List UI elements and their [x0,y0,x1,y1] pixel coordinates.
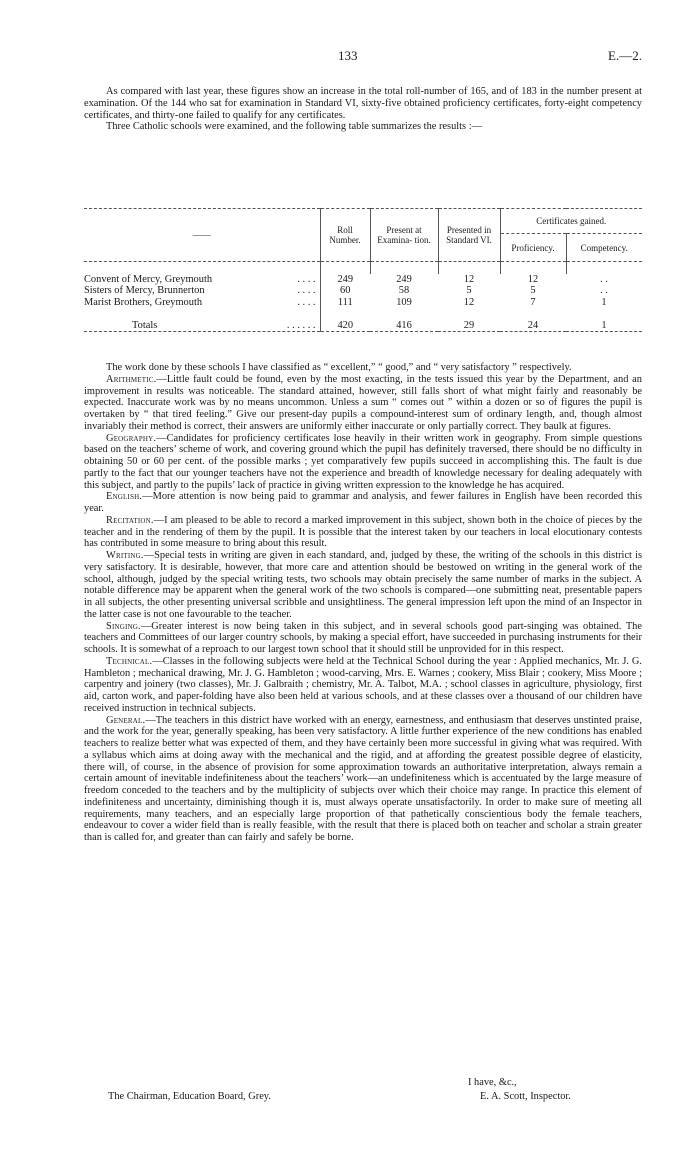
table-row [84,297,642,309]
page-number: 133 [338,48,358,63]
page-header [84,48,642,68]
column-header-roll: Roll Number. [320,209,370,262]
results-table [84,208,642,336]
intro-paragraph: As compared with last year, these figures show an increase in the total roll-number of 165, and of 183 in the number present at examination. Of the 144 who sat for examination in Standard VI, sixty-five obtained proficiency certificates, forty-eight competency certificates, and thirty-one failed to qualify for any certificates. [84,86,642,121]
totals-label: Totals [132,319,158,331]
english-paragraph [84,491,642,515]
general-text: —The teachers in this district have worked with an energy, earnestness, and enthusiasm that deserves unstinted praise, and the work for the year, generally speaking, has been very satisfactory. A little further experience of the new conditions has enabled teachers to realize better what was expected of them, and they have certainly been more successful in giving what was required. With a syllabus which aims at doing away with the mechanical and the rigid, and at affording the greatest possible degree of elasticity, there will, of course, in the absence of provision for some approximation towards an authoritative interpretation, always remain a certain amount of inevitable indefiniteness about the teachers’ work—an undefiniteness which is accentuated by the large measure of freedom conceded to the teachers and by the multiplicity of subjects over which their choice may range. In practice this element of indefiniteness and uncertainty, diminishing though it is, must always operate unsatisfactorily. In order to make sure of meeting all requirements, many teachers, and an especially large proportion of that pathetically conscientious body the female teachers, endeavour to cover a wider field than is really feasible, with the result that there is placed both on teacher and scholar a strain greater than is called for, and greater than can fairly and safely be borne. [84,714,642,843]
proficiency-cell: 5 [530,285,536,296]
column-header-standard-vi: Presented in Standard VI. [438,209,500,262]
column-header-proficiency: Proficiency. [500,234,566,262]
school-name-cell [84,285,320,297]
leader-dots: . . . . . . [286,319,316,331]
total-proficiency-cell: 24 [527,319,539,331]
competency-cell: . . [600,273,608,285]
geography-heading: Geography. [106,432,157,444]
competency-cell: 1 [601,296,607,308]
proficiency-cell: 7 [530,296,536,308]
totals-label-cell [84,320,320,332]
standard-vi-cell: 5 [466,285,472,296]
column-header-present: Present at Examina- tion. [370,209,438,262]
writing-paragraph [84,550,642,621]
intro-section [84,86,642,133]
roll-cell: 249 [320,274,370,286]
writing-text: —Special tests in writing are given in each standard, and, judged by these, the writing of the schools in this district is very satisfactory. It is desirable, however, that more care and attention should be bestowed on writing in the general work of the school, although, judged by the special writing tests, two schools may obtain precisely the same number of marks in the subject. A notable difference may be apparent when the general work of the two schools is compared—one submitting neat, presentable papers in all subjects, the other presenting universal scribble and unsightliness. The general impression left upon the mind of an Inspector in the latter case is not one favourable to the teacher. [84,550,642,620]
singing-text: —Greater interest is now being taken in this subject, and in several schools good part-singing was obtained. The teachers and Committees of our larger country schools, by making a special effort, have succeeded in purchasing instruments for their schools. It is somewhat of a reproach to our largest town school that it should still be unprovided for in this respect. [84,620,642,655]
classification-paragraph: The work done by these schools I have classified as “ excellent,” “ good,” and “ very satisfactory ” respectively. [106,362,572,373]
salutation: I have, &c., [468,1077,517,1088]
total-standard-vi-cell: 29 [463,319,475,331]
proficiency-cell: 12 [527,273,539,285]
leader-dots: . . . . [297,273,316,285]
report-body [84,362,642,844]
arithmetic-text: —Little fault could be found, even by the most exacting, in the tests issued this year by the Department, and an improvement in results was noticeable. The standard attained, however, still falls short of what might fairly and reasonably be expected. Inaccurate work was by no means uncommon. Unless a sum “ comes out ” within a dozen or so of figures the pupil is overtaken by “ that tired feeling.” Give our present-day pupils a compound-interest sum of ordinary length, and, though almost invariably their method is correct, their answers are uniformly either inaccurate or only partially correct. They baulk at figures. [84,373,642,432]
technical-paragraph [84,656,642,715]
technical-heading: Technical. [106,655,153,667]
present-cell: 249 [396,273,412,285]
school-name: Convent of Mercy, Greymouth [84,273,213,285]
column-header-competency: Competency. [566,234,642,262]
table-spacer-row [84,262,642,274]
singing-heading: Singing. [106,620,141,632]
technical-text: —Classes in the following subjects were held at the Technical School during the year : Applied mechanics, Mr. J. G. Hambleton ; mechanical drawing, Mr. J. G. Hambleton ; wood-carving, Mrs. E. Warnes ; cookery, Miss Blair ; cookery, Miss Moore ; carpentry and joinery (two classes), Mr. J. Galbraith ; chemistry, Mr. A. Talbot, M.A. ; school classes in agriculture, physiology, first aid, carton work, and paper-folding have also been held at various schools, and at these classes over a thousand of our children have received instruction in technical subjects. [84,655,642,714]
total-roll-cell: 420 [320,320,370,332]
roll-cell: 60 [320,285,370,297]
competency-cell: . . [600,285,608,296]
writing-heading: Writing. [106,550,144,561]
column-header-certificates: Certificates gained. [500,209,642,234]
recitation-heading: Recitation. [106,514,154,526]
geography-paragraph [84,433,642,492]
table-spacer-row [84,308,642,320]
table-row [84,285,642,297]
totals-row [84,320,642,332]
english-text: —More attention is now being paid to grammar and analysis, and fewer failures in English have been recorded this year. [84,491,642,514]
recitation-paragraph [84,515,642,550]
table-lead-paragraph: Three Catholic schools were examined, and the following table summarizes the results :— [106,121,482,133]
present-cell: 109 [396,296,412,308]
standard-vi-cell: 12 [463,273,475,285]
english-heading: English. [106,491,143,503]
table-bottom-rule [84,332,642,337]
closing-block [84,1077,642,1117]
signature: E. A. Scott, Inspector. [480,1091,571,1102]
document-reference: E.—2. [608,48,642,63]
total-competency-cell: 1 [601,319,607,331]
school-name: Marist Brothers, Greymouth [84,296,203,308]
column-header-school: —— [192,230,211,240]
general-paragraph [84,715,642,844]
standard-vi-cell: 12 [463,296,475,308]
geography-text: —Candidates for proficiency certificates lose heavily in their written work in geography. From simple questions based on the teachers’ scheme of work, and covering ground which the pupil has definitely traversed, there should be no difficulty in obtaining 50 or 60 per cent. of the possible marks ; yet comparatively few pupils succeed in accomplishing this. The fault is due partly to the fact that our younger teachers have not the experience and breadth of knowledge necessary for dealing adequately with this subject, and partly to the pupils’ lack of practice in giving written expression to the knowledge he has acquired. [84,432,642,491]
leader-dots: . . . . [297,285,316,296]
present-cell: 58 [398,285,410,296]
total-present-cell: 416 [396,319,412,331]
table-row [84,274,642,286]
recitation-text: —I am pleased to be able to record a marked improvement in this subject, shown both in the choice of pieces by the teacher and in the rendering of them by the pupil. It is possible that the interest taken by our teachers in local elocutionary contests has contributed in some measure to bring about this result. [84,514,642,550]
addressee: The Chairman, Education Board, Grey. [108,1091,271,1102]
singing-paragraph [84,621,642,656]
arithmetic-heading: Arithmetic. [106,373,157,385]
roll-cell: 111 [320,297,370,309]
school-name: Sisters of Mercy, Brunnerton [84,285,205,296]
general-heading: General. [106,714,146,726]
school-name-cell [84,297,320,309]
school-name-cell [84,274,320,286]
leader-dots: . . . . [297,296,316,308]
arithmetic-paragraph [84,374,642,433]
